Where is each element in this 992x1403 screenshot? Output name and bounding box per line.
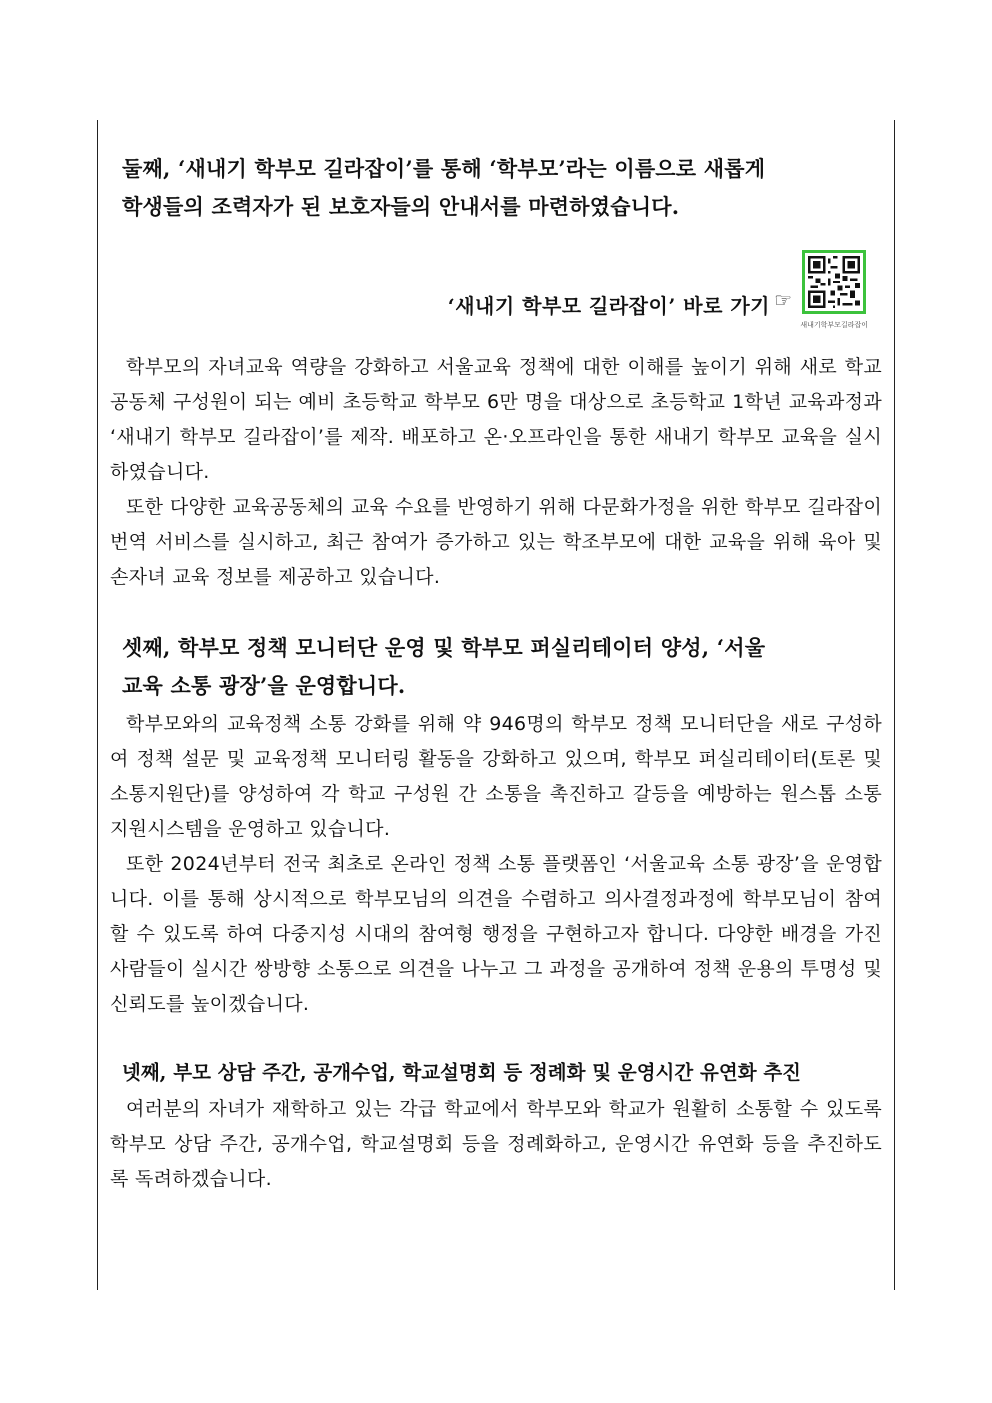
guide-link-row bbox=[110, 250, 882, 334]
section-3-paragraph-1 bbox=[110, 707, 882, 847]
section-4-heading-text: 넷째, 부모 상담 주간, 공개수업, 학교설명회 등 정례화 및 운영시간 유연화 추진 bbox=[122, 1061, 801, 1084]
section-4-paragraph-1 bbox=[110, 1092, 882, 1197]
qr-caption: 새내기학부모길라잡이 bbox=[800, 321, 868, 329]
page-border-left bbox=[97, 120, 98, 1290]
section-3-paragraph-2-text: 또한 2024년부터 전국 최초로 온라인 정책 소통 플랫폼인 ‘서울교육 소통 광장’을 운영합니다. 이를 통해 상시적으로 학부모님의 의견을 수렴하고 의사결정과정에 학부모님이 참여할 수 있도록 하여 다중지성 시대의 참여형 행정을 구현하고자 합니다. 다양한 배경을 가진 사람들이 실시간 쌍방향 소통으로 의견을 나누고 그 과정을 공개하여 정책 운용의 투명성 및 신뢰도를 높이겠습니다. bbox=[110, 853, 882, 1015]
section-2-paragraph-1 bbox=[110, 350, 882, 490]
section-3 bbox=[110, 629, 882, 1022]
section-4-paragraph-1-text: 여러분의 자녀가 재학하고 있는 각급 학교에서 학부모와 학교가 원활히 소통할 수 있도록 학부모 상담 주간, 공개수업, 학교설명회 등을 정례화하고, 운영시간 유연화 등을 추진하도록 독려하겠습니다. bbox=[110, 1098, 882, 1190]
guide-link-label[interactable]: ‘새내기 학부모 길라잡이’ 바로 가기 bbox=[447, 294, 770, 318]
section-3-heading-line-1: 셋째, 학부모 정책 모니터단 운영 및 학부모 퍼실리테이터 양성, ‘서울 bbox=[122, 635, 766, 660]
page-border-right bbox=[894, 120, 895, 1290]
section-3-paragraph-2 bbox=[110, 847, 882, 1022]
document-body bbox=[110, 150, 882, 1197]
section-2-heading bbox=[110, 150, 882, 226]
section-2 bbox=[110, 150, 882, 595]
section-2-heading-line-2: 학생들의 조력자가 된 보호자들의 안내서를 마련하였습니다. bbox=[122, 194, 680, 219]
pointing-hand-icon: ☞ bbox=[774, 288, 792, 312]
section-4 bbox=[110, 1054, 882, 1197]
section-2-paragraph-2 bbox=[110, 490, 882, 595]
section-3-heading-line-2: 교육 소통 광장’을 운영합니다. bbox=[122, 673, 406, 698]
section-3-paragraph-1-text: 학부모와의 교육정책 소통 강화를 위해 약 946명의 학부모 정책 모니터단을 새로 구성하여 정책 설문 및 교육정책 모니터링 활동을 강화하고 있으며, 학부모 퍼실리테이터(토론 및 소통지원단)를 양성하여 각 학교 구성원 간 소통을 촉진하고 갈등을 예방하는 원스톱 소통 지원시스템을 운영하고 있습니다. bbox=[110, 713, 882, 840]
section-4-heading bbox=[110, 1054, 882, 1092]
qr-code-icon[interactable] bbox=[802, 250, 866, 314]
section-2-paragraph-2-text: 또한 다양한 교육공동체의 교육 수요를 반영하기 위해 다문화가정을 위한 학부모 길라잡이 번역 서비스를 실시하고, 최근 참여가 증가하고 있는 학조부모에 대한 교육을 위해 육아 및 손자녀 교육 정보를 제공하고 있습니다. bbox=[110, 496, 882, 588]
section-2-paragraph-1-text: 학부모의 자녀교육 역량을 강화하고 서울교육 정책에 대한 이해를 높이기 위해 새로 학교공동체 구성원이 되는 예비 초등학교 학부모 6만 명을 대상으로 초등학교 1학년 교육과정과 ‘새내기 학부모 길라잡이’를 제작. 배포하고 온·오프라인을 통한 새내기 학부모 교육을 실시하였습니다. bbox=[110, 356, 882, 483]
section-2-heading-line-1: 둘째, ‘새내기 학부모 길라잡이’를 통해 ‘학부모’라는 이름으로 새롭게 bbox=[122, 156, 766, 181]
section-3-heading bbox=[110, 629, 882, 705]
